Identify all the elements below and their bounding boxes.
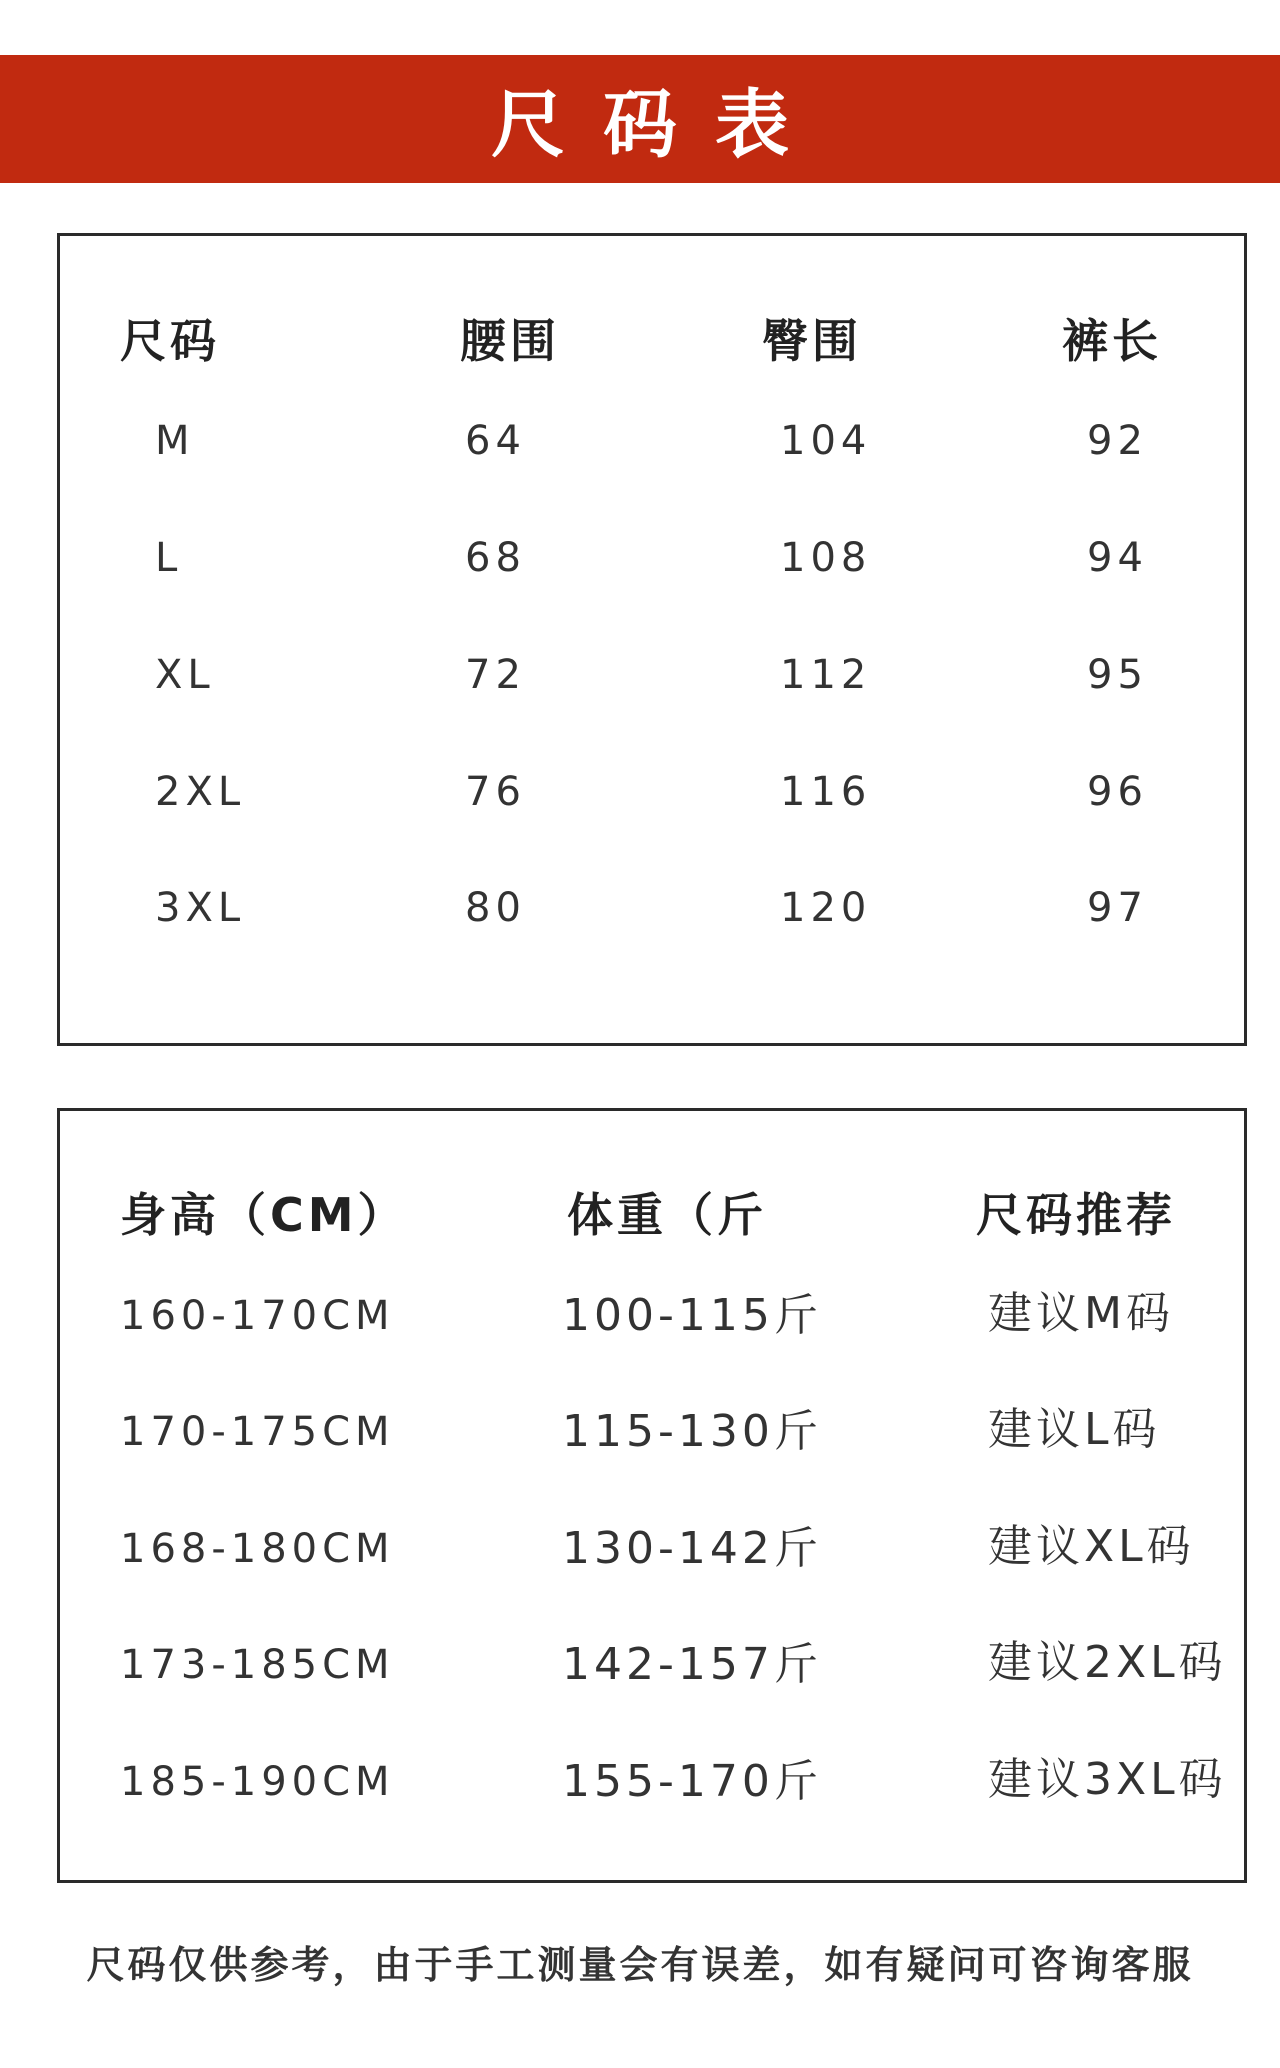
recommend-cell: 建议2XL码 xyxy=(988,1637,1227,1688)
waist-cell: 68 xyxy=(465,535,526,581)
length-col-header: 裤长 xyxy=(1062,314,1162,368)
hip-cell: 108 xyxy=(780,535,872,581)
height-cell: 173-185CM xyxy=(120,1642,395,1688)
weight-cell: 100-115斤 xyxy=(562,1290,822,1341)
height-cell: 170-175CM xyxy=(120,1409,395,1455)
weight-cell: 130-142斤 xyxy=(562,1523,822,1574)
height-cell: 168-180CM xyxy=(120,1526,395,1572)
hip-cell: 112 xyxy=(780,652,872,698)
waist-cell: 76 xyxy=(465,769,526,815)
waist-cell: 64 xyxy=(465,418,526,464)
length-cell: 96 xyxy=(1087,769,1148,815)
weight-cell: 115-130斤 xyxy=(562,1406,822,1457)
recommend-cell: 建议L码 xyxy=(988,1404,1161,1455)
hip-cell: 116 xyxy=(780,769,872,815)
weight-cell: 155-170斤 xyxy=(562,1756,822,1807)
length-cell: 92 xyxy=(1087,418,1148,464)
size-col-header: 尺码 xyxy=(120,314,220,368)
hip-cell: 104 xyxy=(780,418,872,464)
length-cell: 94 xyxy=(1087,535,1148,581)
hip-col-header: 臀围 xyxy=(762,314,862,368)
recommend-cell: 建议M码 xyxy=(988,1288,1174,1339)
height-cell: 185-190CM xyxy=(120,1759,395,1805)
size-cell: XL xyxy=(155,652,215,698)
waist-cell: 72 xyxy=(465,652,526,698)
height-col-header: 身高（CM） xyxy=(120,1188,408,1242)
length-cell: 95 xyxy=(1087,652,1148,698)
weight-col-header: 体重（斤 xyxy=(567,1188,767,1242)
recommend-cell: 建议3XL码 xyxy=(988,1754,1227,1805)
size-cell: M xyxy=(155,418,195,464)
waist-cell: 80 xyxy=(465,885,526,931)
hip-cell: 120 xyxy=(780,885,872,931)
size-cell: 2XL xyxy=(155,769,246,815)
recommend-cell: 建议XL码 xyxy=(988,1521,1195,1572)
size-cell: L xyxy=(155,535,183,581)
weight-cell: 142-157斤 xyxy=(562,1639,822,1690)
page-title: 尺码表 xyxy=(491,82,827,168)
disclaimer-note: 尺码仅供参考，由于手工测量会有误差，如有疑问可咨询客服 xyxy=(86,1943,1194,1987)
length-cell: 97 xyxy=(1087,885,1148,931)
recommend-col-header: 尺码推荐 xyxy=(976,1188,1176,1242)
waist-col-header: 腰围 xyxy=(460,314,560,368)
height-cell: 160-170CM xyxy=(120,1293,395,1339)
title-banner xyxy=(0,55,1280,183)
size-cell: 3XL xyxy=(155,885,246,931)
